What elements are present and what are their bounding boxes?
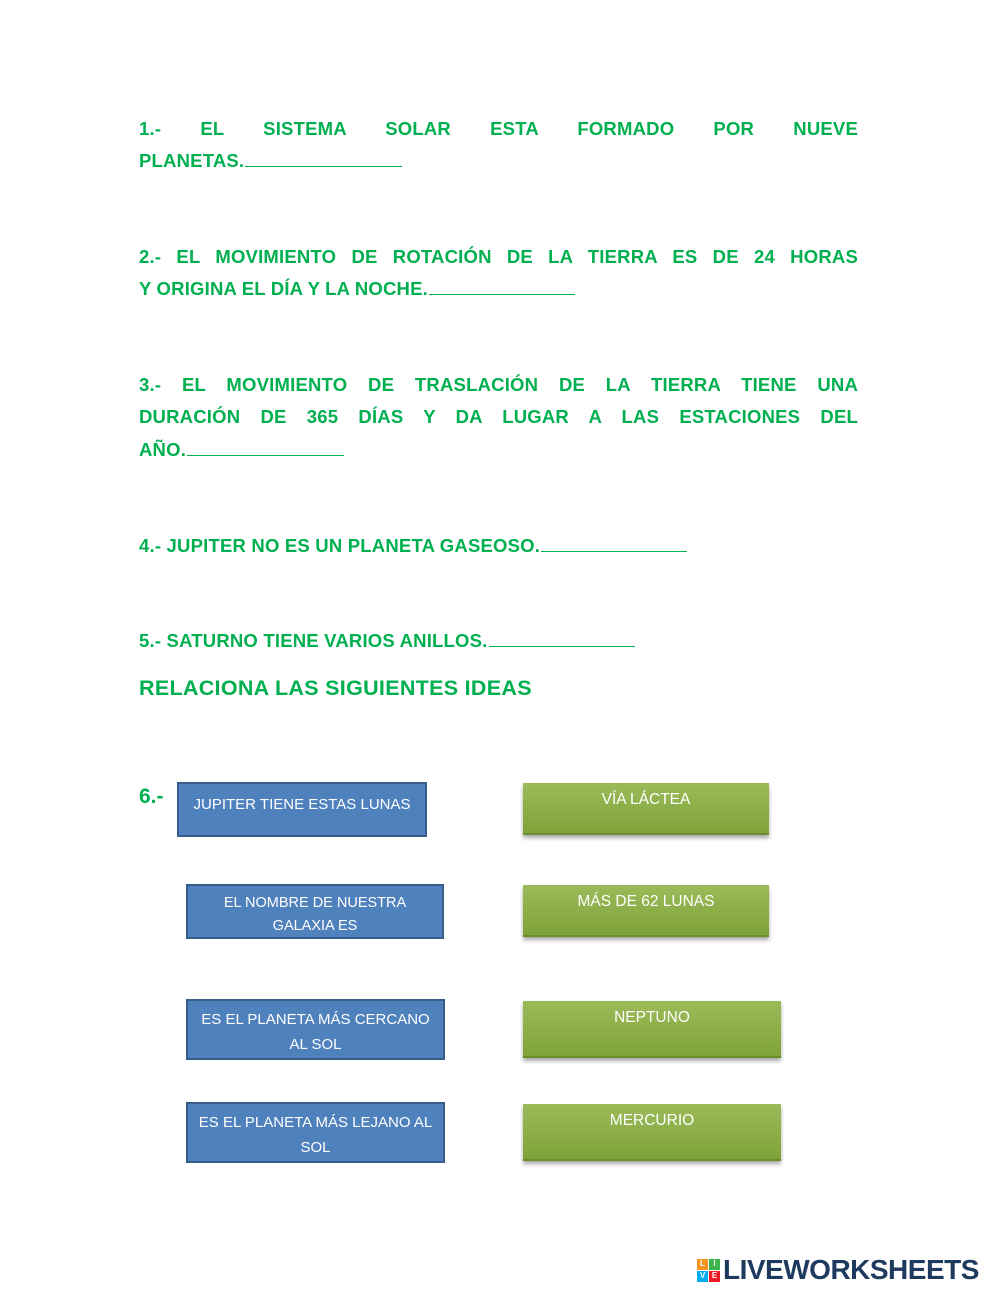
answer-blank-2[interactable] — [429, 294, 575, 295]
logo-mark-letter-v: V — [697, 1271, 708, 1282]
section-heading: RELACIONA LAS SIGUIENTES IDEAS — [139, 676, 532, 700]
match-right-item-4-text: MERCURIO — [609, 1112, 695, 1129]
question-3-text-3: AÑO. — [139, 439, 187, 460]
question-4-text-1: 4.- JUPITER NO ES UN PLANETA GASEOSO. — [139, 535, 541, 556]
question-1-line-1 — [139, 113, 858, 145]
question-2-line-1 — [139, 241, 858, 273]
question-3-line-3 — [139, 434, 858, 466]
match-left-item-2[interactable] — [186, 884, 444, 939]
question-1-text-1: 1.- EL SISTEMA SOLAR ESTA FORMADO POR NUEVE — [139, 118, 858, 139]
question-2-text-1: 2.- EL MOVIMIENTO DE ROTACIÓN DE LA TIERRA ES DE 24 HORAS — [139, 246, 858, 267]
answer-blank-1[interactable] — [245, 166, 402, 167]
match-left-item-2-text-2: GALAXIA ES — [272, 918, 358, 934]
logo-mark-letter-l: L — [697, 1259, 708, 1270]
question-3-line-2 — [139, 401, 858, 433]
question-2-text-2: Y ORIGINA EL DÍA Y LA NOCHE. — [139, 278, 428, 299]
match-left-item-1-text: JUPITER TIENE ESTAS LUNAS — [193, 796, 411, 813]
logo-mark-letter-e: E — [709, 1271, 720, 1282]
question-5-line-1 — [139, 625, 858, 657]
question-2-line-2 — [139, 273, 858, 305]
match-left-item-3[interactable] — [186, 999, 445, 1060]
match-left-item-2-text-1: EL NOMBRE DE NUESTRA — [223, 895, 407, 911]
match-left-item-4-text-2: SOL — [300, 1139, 331, 1156]
match-right-item-3-text: NEPTUNO — [614, 1009, 690, 1026]
answer-blank-5[interactable] — [489, 646, 635, 647]
question-1-line-2 — [139, 145, 858, 177]
answer-blank-3[interactable] — [187, 455, 344, 456]
match-left-item-4-text-1: ES EL PLANETA MÁS LEJANO AL — [198, 1114, 433, 1131]
question-3-text-2: DURACIÓN DE 365 DÍAS Y DA LUGAR A LAS ESTACIONES DEL — [139, 406, 858, 427]
question-3-text-1: 3.- EL MOVIMIENTO DE TRASLACIÓN DE LA TIERRA TIENE UNA — [139, 374, 858, 395]
liveworksheets-logo — [697, 1256, 979, 1284]
match-right-item-2-text: MÁS DE 62 LUNAS — [577, 893, 715, 910]
match-right-item-4[interactable] — [523, 1104, 781, 1161]
match-left-item-3-text-1: ES EL PLANETA MÁS CERCANO — [201, 1011, 430, 1028]
match-left-item-3-text-2: AL SOL — [289, 1036, 342, 1053]
match-left-item-1[interactable] — [177, 782, 427, 837]
match-right-item-2[interactable] — [523, 885, 769, 937]
match-right-item-1-text: VÍA LÁCTEA — [601, 791, 691, 808]
match-left-item-4[interactable] — [186, 1102, 445, 1163]
question-3-line-1 — [139, 369, 858, 401]
logo-mark-letter-i: I — [709, 1259, 720, 1270]
liveworksheets-logo-icon — [697, 1259, 720, 1282]
liveworksheets-logo-text: LIVEWORKSHEETS — [723, 1254, 979, 1285]
question-4-line-1 — [139, 530, 858, 562]
question-5-text-1: 5.- SATURNO TIENE VARIOS ANILLOS. — [139, 630, 488, 651]
match-right-item-3[interactable] — [523, 1001, 781, 1058]
question-6-number: 6.- — [139, 785, 164, 808]
question-1-text-2: PLANETAS. — [139, 150, 245, 171]
answer-blank-4[interactable] — [541, 551, 687, 552]
match-right-item-1[interactable] — [523, 783, 769, 835]
